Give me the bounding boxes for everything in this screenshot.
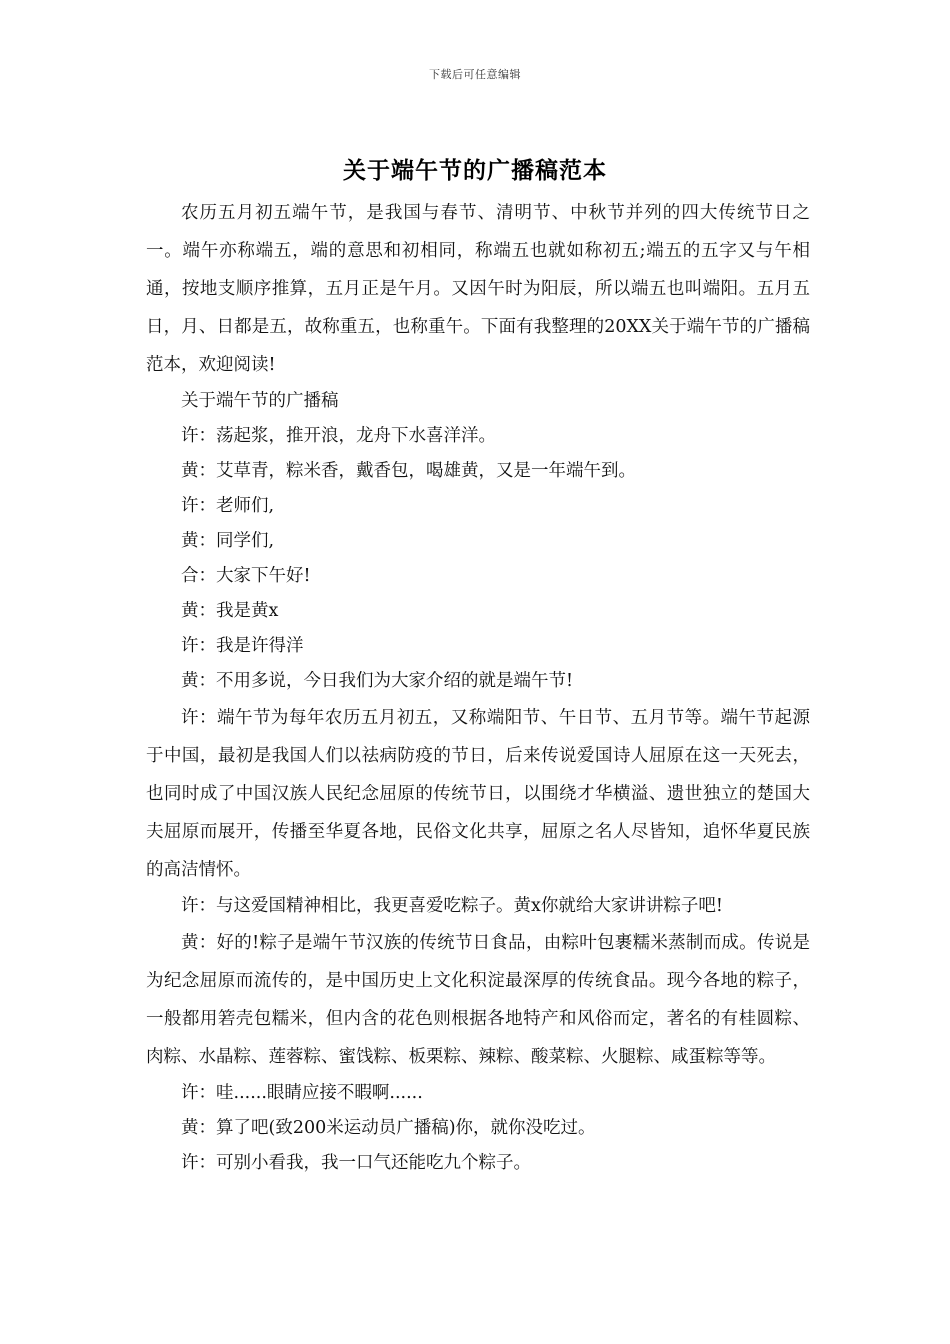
- dialogue-line: 黄：艾草青，粽米香，戴香包，喝雄黄，又是一年端午到。: [181, 461, 636, 481]
- script-heading: 关于端午节的广播稿: [181, 391, 339, 411]
- dialogue-line: 黄：不用多说，今日我们为大家介绍的就是端午节!: [181, 671, 574, 691]
- dialogue-line: 许：我是许得洋: [181, 636, 304, 656]
- header-note: 下载后可任意编辑: [429, 68, 521, 81]
- dialogue-paragraph: 许：端午节为每年农历五月初五，又称端阳节、午日节、五月节等。端午节起源于中国，最初是我国人们以祛病防疫的节日，后来传说爱国诗人屈原在这一天死去，也同时成了中国汉族人民纪念屈原的传统节日，以围绕才华横溢、遗世独立的楚国大夫屈原而展开，传播至华夏各地，民俗文化共享，屈原之名人尽皆知，追怀华夏民族的高洁情怀。: [146, 708, 810, 880]
- dialogue-line: 黄：同学们,: [181, 531, 275, 551]
- dialogue-line: 许：与这爱国精神相比，我更喜爱吃粽子。黄x你就给大家讲讲粽子吧!: [181, 896, 723, 916]
- dialogue-line: 黄：算了吧(致200米运动员广播稿)你，就你没吃过。: [181, 1118, 596, 1138]
- intro-paragraph: 农历五月初五端午节，是我国与春节、清明节、中秋节并列的四大传统节日之一。端午亦称端五，端的意思和初相同，称端五也就如称初五;端五的五字又与午相通，按地支顺序推算，五月正是午月。又因午时为阳辰，所以端五也叫端阳。五月五日，月、日都是五，故称重五，也称重午。下面有我整理的20XX关于端午节的广播稿范本，欢迎阅读!: [146, 203, 810, 375]
- dialogue-line: 合：大家下午好!: [181, 566, 311, 586]
- dialogue-line: 许：可别小看我，我一口气还能吃九个粽子。: [181, 1153, 531, 1173]
- dialogue-line: 许：老师们,: [181, 496, 275, 516]
- document-title: 关于端午节的广播稿范本: [343, 157, 607, 184]
- dialogue-line: 许：哇......眼睛应接不暇啊......: [181, 1083, 423, 1103]
- dialogue-line: 黄：我是黄x: [181, 601, 279, 621]
- dialogue-line: 许：荡起浆，推开浪，龙舟下水喜洋洋。: [181, 426, 496, 446]
- dialogue-paragraph: 黄：好的!粽子是端午节汉族的传统节日食品，由粽叶包裹糯米蒸制而成。传说是为纪念屈原而流传的，是中国历史上文化积淀最深厚的传统食品。现今各地的粽子，一般都用箬壳包糯米，但内含的花色则根据各地特产和风俗而定，著名的有桂圆粽、肉粽、水晶粽、莲蓉粽、蜜饯粽、板栗粽、辣粽、酸菜粽、火腿粽、咸蛋粽等等。: [146, 933, 810, 1067]
- document-body: [146, 194, 810, 1181]
